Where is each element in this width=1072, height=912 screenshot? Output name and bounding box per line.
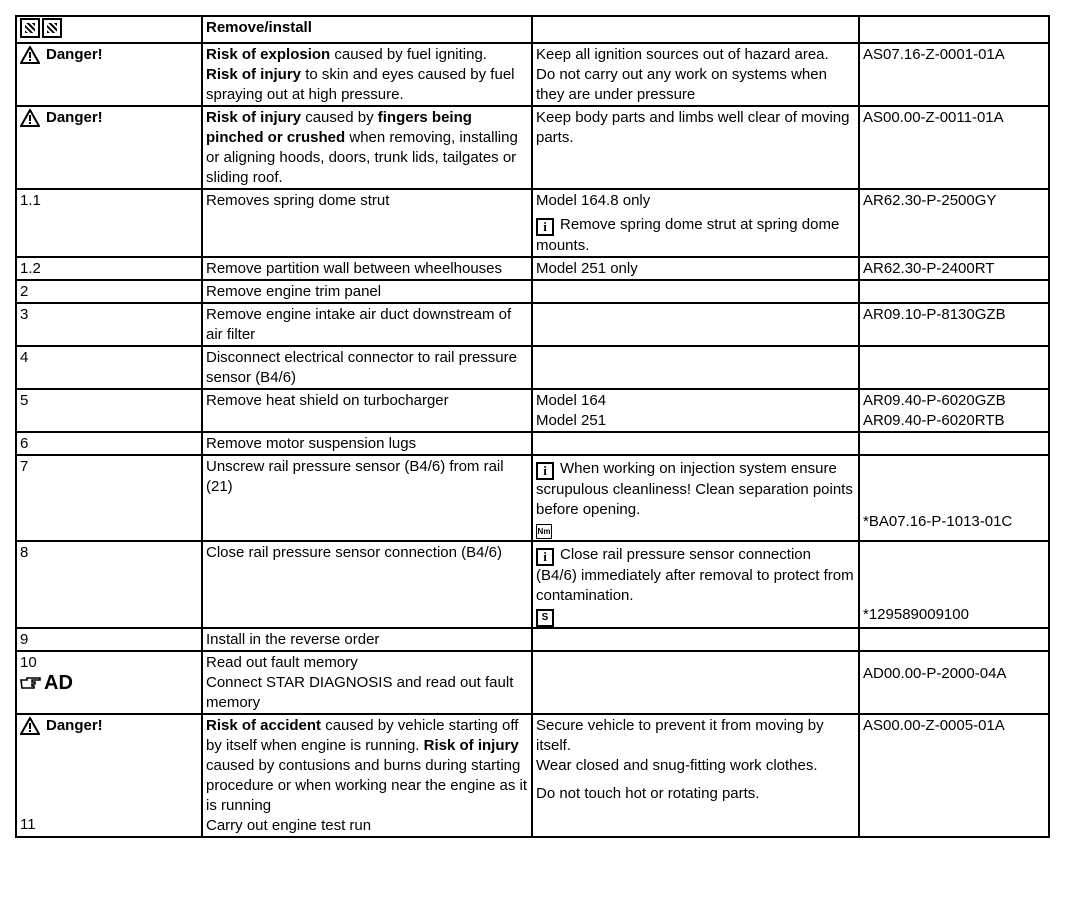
danger-row (16, 43, 1049, 106)
risk-detail: caused by contusions and burns during starting procedure or when working near the engine as it is running (206, 757, 528, 814)
reference-code: *129589009100 (863, 606, 969, 623)
risk-text: fingers being pinched or crushed (206, 109, 472, 146)
model-note: Model 164.8 only (536, 192, 651, 209)
reference-code: AR09.40-P-6020GZB (863, 392, 1006, 409)
step-number: 10 (20, 654, 37, 671)
step-description: Remove motor suspension lugs (202, 432, 532, 455)
reference-code: AR09.10-P-8130GZB (859, 303, 1049, 346)
step-description: Remove engine intake air duct downstream of air filter (202, 303, 532, 346)
danger-row (16, 714, 1049, 837)
risk-text: Risk of injury (423, 737, 519, 754)
model-note: Model 251 only (532, 257, 859, 280)
danger-label: Danger! (46, 46, 103, 63)
step-row (16, 432, 1049, 455)
reference-code: AS00.00-Z-0005-01A (859, 714, 1049, 837)
step-row (16, 389, 1049, 432)
reference-code: AR62.30-P-2500GY (859, 189, 1049, 257)
risk-detail: to skin and eyes caused by fuel spraying out at high pressure. (206, 66, 515, 103)
step-row (16, 455, 1049, 541)
risk-detail: when removing, installing or aligning hoods, doors, trunk lids, tailgates or sliding roof. (206, 129, 518, 186)
header-row (16, 16, 1049, 43)
step-number: 5 (16, 389, 202, 432)
step-number: 3 (16, 303, 202, 346)
reference-code: AS07.16-Z-0001-01A (859, 43, 1049, 106)
step-number: 1.1 (16, 189, 202, 257)
risk-text: Risk of injury (206, 109, 302, 126)
step-description: Remove heat shield on turbocharger (202, 389, 532, 432)
step-number: 4 (16, 346, 202, 389)
info-icon: i (536, 548, 554, 566)
risk-text: Risk of accident (206, 717, 322, 734)
step-description: Removes spring dome strut (202, 189, 532, 257)
step-description: Read out fault memory (206, 654, 358, 671)
header-title: Remove/install (202, 16, 532, 43)
risk-detail: caused by vehicle starting off by itself when engine is running. (206, 717, 519, 754)
risk-text: Risk of injury (206, 66, 302, 83)
step-number: 2 (16, 280, 202, 303)
step-row (16, 189, 1049, 257)
step-description: Remove engine trim panel (202, 280, 532, 303)
checkerboard-icon (20, 18, 40, 38)
step-row (16, 257, 1049, 280)
step-row (16, 651, 1049, 714)
pointing-hand-icon (20, 675, 42, 691)
note-text: Wear closed and snug-fitting work clothes. (536, 757, 818, 774)
info-text: Close rail pressure sensor connection (B4/6) immediately after removal to protect from contamination. (536, 546, 854, 604)
step-number: 9 (16, 628, 202, 651)
info-icon: i (536, 218, 554, 236)
step-number: 7 (16, 455, 202, 541)
reference-code: AR09.40-P-6020RTB (863, 412, 1005, 429)
step-description: Install in the reverse order (202, 628, 532, 651)
step-row (16, 346, 1049, 389)
warning-triangle-icon (20, 717, 40, 735)
note-text: Do not carry out any work on systems when they are under pressure (536, 66, 827, 103)
note-text: Do not touch hot or rotating parts. (536, 785, 760, 802)
warning-triangle-icon (20, 46, 40, 64)
step-number: 1.2 (16, 257, 202, 280)
risk-detail: caused by (301, 109, 378, 126)
procedure-table (15, 15, 1050, 838)
special-tool-icon: S (536, 609, 554, 627)
info-text: When working on injection system ensure scrupulous cleanliness! Clean separation points before opening. (536, 460, 853, 518)
info-icon: i (536, 462, 554, 480)
warning-triangle-icon (20, 109, 40, 127)
reference-code: AS00.00-Z-0011-01A (859, 106, 1049, 189)
note-text: Keep body parts and limbs well clear of moving parts. (532, 106, 859, 189)
danger-label: Danger! (46, 717, 103, 734)
torque-nm-icon: Nm (536, 524, 552, 539)
diagnosis-code: AD (44, 672, 73, 694)
danger-row (16, 106, 1049, 189)
step-row (16, 541, 1049, 628)
risk-detail: caused by fuel igniting. (330, 46, 487, 63)
risk-text: Risk of explosion (206, 46, 331, 63)
step-row (16, 280, 1049, 303)
note-text: Keep all ignition sources out of hazard area. (536, 46, 829, 63)
checkerboard-icon (42, 18, 62, 38)
step-description: Close rail pressure sensor connection (B4/6) (202, 541, 532, 628)
reference-code: AR62.30-P-2400RT (859, 257, 1049, 280)
step-description: Connect STAR DIAGNOSIS and read out fault memory (206, 674, 514, 711)
model-note: Model 164 (536, 392, 607, 409)
reference-code: *BA07.16-P-1013-01C (863, 513, 1013, 530)
step-row (16, 628, 1049, 651)
step-row (16, 303, 1049, 346)
step-number: 6 (16, 432, 202, 455)
step-description: Disconnect electrical connector to rail pressure sensor (B4/6) (202, 346, 532, 389)
reference-code: AD00.00-P-2000-04A (863, 665, 1007, 682)
step-description: Carry out engine test run (206, 817, 372, 834)
note-text: Secure vehicle to prevent it from moving by itself. (536, 717, 824, 754)
info-text: Remove spring dome strut at spring dome mounts. (536, 216, 840, 254)
step-number: 11 (20, 816, 36, 833)
step-number: 8 (16, 541, 202, 628)
danger-label: Danger! (46, 109, 103, 126)
step-description: Unscrew rail pressure sensor (B4/6) from rail (21) (202, 455, 532, 541)
model-note: Model 251 (536, 412, 607, 429)
step-description: Remove partition wall between wheelhouses (202, 257, 532, 280)
